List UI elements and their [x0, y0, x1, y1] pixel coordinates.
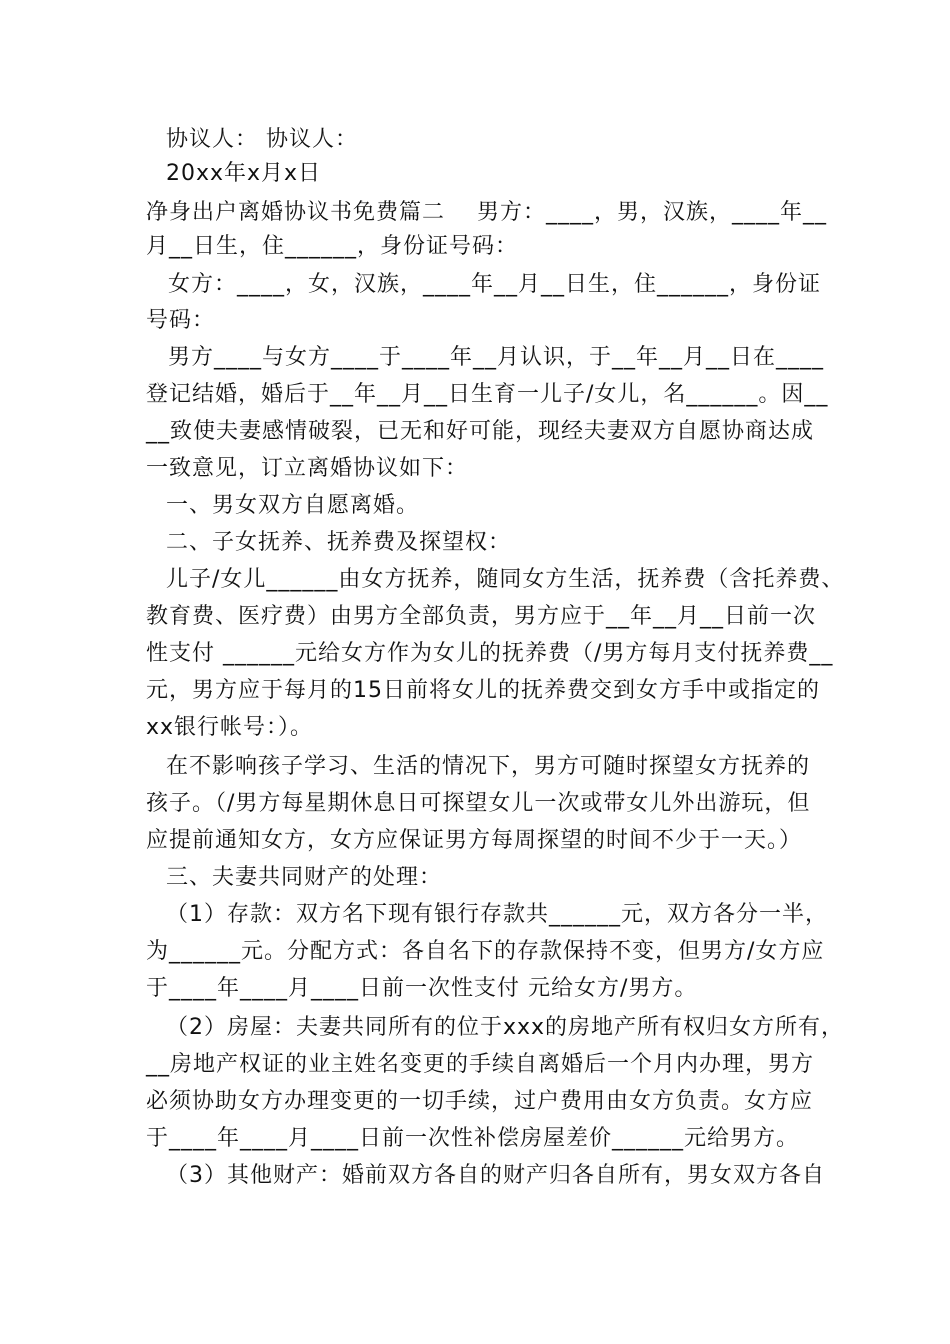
text-line: 应提前通知女方，女方应保证男方每周探望的时间不少于一天。）: [146, 828, 803, 853]
text-line: 净身出户离婚协议书免费篇二 男方：____，男，汉族，____年__: [146, 200, 827, 225]
text-line: 登记结婚，婚后于__年__月__日生育一儿子/女儿，名______。因__: [146, 382, 829, 407]
text-line: 必须协助女方办理变更的一切手续，过户费用由女方负责。女方应: [146, 1089, 814, 1114]
text-line: __房地产权证的业主姓名变更的手续自离婚后一个月内办理，男方: [146, 1052, 815, 1077]
text-line: 在不影响孩子学习、生活的情况下，男方可随时探望女方抚养的: [166, 754, 811, 779]
text-line: 孩子。（/男方每星期休息日可探望女儿一次或带女儿外出游玩，但: [146, 791, 811, 816]
text-line: 二、子女抚养、抚养费及探望权：: [166, 530, 512, 555]
text-line: 女方：____，女，汉族，____年__月__日生，住______，身份证: [168, 272, 822, 297]
text-line: 于____年____月____日前一次性支付 元给女方/男方。: [146, 976, 698, 1001]
text-line: 元，男方应于每月的15日前将女儿的抚养费交到女方手中或指定的: [146, 678, 820, 703]
text-line: 男方____与女方____于____年__月认识，于__年__月__日在____: [168, 345, 825, 370]
text-line: 一、男女双方自愿离婚。: [166, 493, 420, 518]
text-line: 一致意见，订立离婚协议如下：: [146, 456, 469, 481]
text-line: 三、夫妻共同财产的处理：: [166, 865, 443, 890]
signature-line: 协议人： 协议人：: [166, 127, 358, 152]
text-line: 于____年____月____日前一次性补偿房屋差价______元给男方。: [146, 1126, 800, 1151]
text-line: 性支付 ______元给女方作为女儿的抚养费（/男方每月支付抚养费__: [146, 641, 834, 666]
text-line: 为______元。分配方式：各自名下的存款保持不变，但男方/女方应: [146, 939, 825, 964]
text-line: （3）其他财产：婚前双方各自的财产归各自所有，男女双方各自: [166, 1163, 825, 1188]
text-line: __致使夫妻感情破裂，已无和好可能，现经夫妻双方自愿协商达成: [146, 419, 815, 444]
text-line: （1）存款：双方名下现有银行存款共______元，双方各分一半，: [166, 902, 828, 927]
date-line: 20xx年x月x日: [166, 161, 322, 186]
text-line: 月__日生，住______，身份证号码：: [146, 234, 519, 259]
text-line: 号码：: [146, 308, 216, 333]
text-line: 教育费、医疗费）由男方全部负责，男方应于__年__月__日前一次: [146, 604, 817, 629]
text-line: （2）房屋：夫妻共同所有的位于xxx的房地产所有权归女方所有，: [166, 1015, 845, 1040]
text-line: 儿子/女儿______由女方抚养，随同女方生活，抚养费（含托养费、: [166, 567, 845, 592]
text-line: xx银行帐号：）。: [146, 715, 314, 740]
